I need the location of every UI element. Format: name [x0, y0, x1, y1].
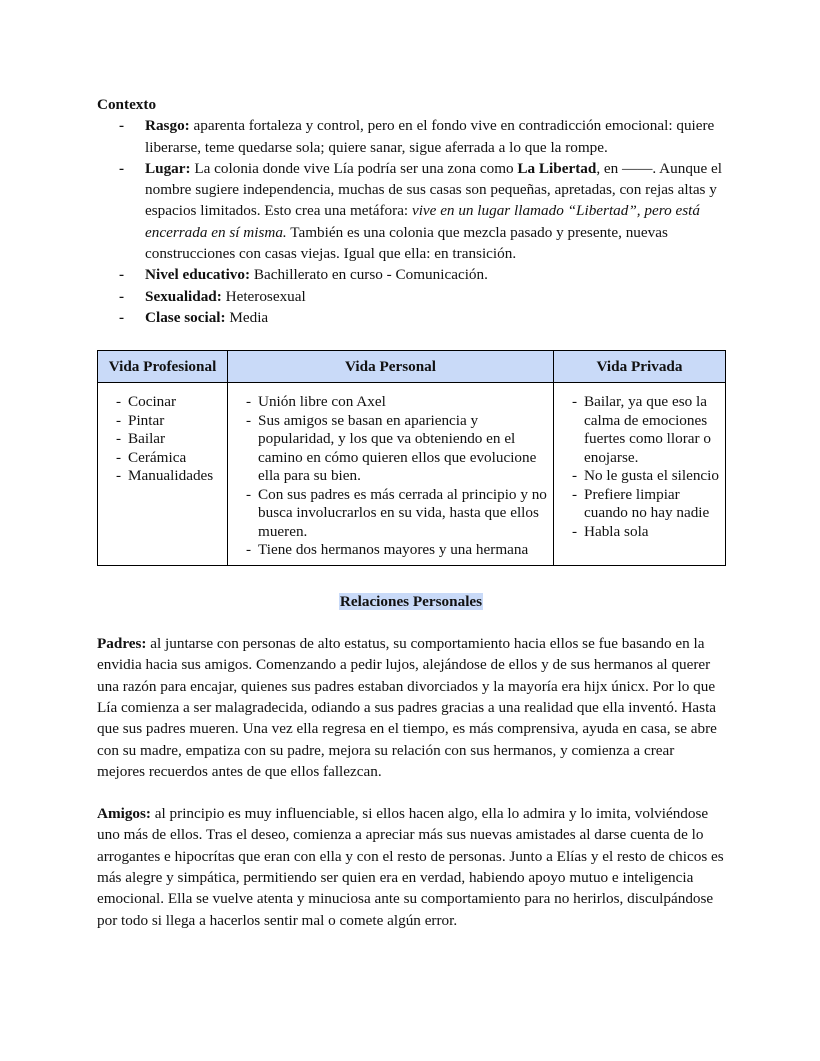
contexto-item-nivel-educativo: - Nivel educativo: Bachillerato en curso - Comunicación.: [97, 264, 725, 285]
header-vida-privada: Vida Privada: [554, 351, 726, 383]
list-item: - Cocinar: [116, 393, 177, 411]
header-vida-personal: Vida Personal: [228, 351, 554, 383]
list-item: - Pintar: [116, 411, 165, 429]
contexto-item-sexualidad: - Sexualidad: Heterosexual: [97, 286, 725, 307]
list-item: - Prefiere limpiar cuando no hay nadie: [572, 485, 710, 522]
padres-paragraph: Padres: al juntarse con personas de alto estatus, su comportamiento hacia ellos se fue basando en la envidia hacia sus amigos. Comenzando a pedir lujos, alejándose de ellos y de sus hermanos al querer una razón para encajar, quienes sus padres estaban divorciados y la mayoría era hijx únicx. Por lo que Lía comienza a ser malagradecida, odiando a sus padres gracias a una realidad que ella inventó. Hasta que sus padres mueren. Una vez ella regresa en el tiempo, es más comprensiva, ayuda en casa, se abre con su madre, empatiza con su padre, mejora su relación con sus hermanos, y comienza a crear mejores recuerdos antes de que ellos fallezcan.: [97, 635, 717, 780]
profesional-list: [104, 393, 221, 486]
list-item: - Bailar, ya que eso la calma de emociones fuertes como llorar o enojarse.: [572, 393, 711, 466]
list-item: - Sus amigos se basan en apariencia y popularidad, y los que va obteniendo en el camino en cómo quieren ellos que evolucione ella para su bien.: [246, 411, 537, 485]
personal-list: [234, 393, 547, 560]
list-item: - Cerámica: [116, 448, 187, 466]
life-table: [97, 350, 726, 566]
list-item: - Tiene dos hermanos mayores y una hermana: [246, 541, 529, 559]
list-item: - Manualidades: [116, 467, 214, 485]
amigos-paragraph: Amigos: al principio es muy influenciable, si ellos hacen algo, ella lo admira y lo imita, volviéndose uno más de ellos. Tras el deseo, comienza a apreciar más sus nuevas amistades al darse cuenta de lo arrogantes e hipocrítas que eran con ella y con el resto de personas. Junto a Elías y el resto de chicos es más alegre y simpática, permitiendo ser quien era en verdad, habiendo apoyo mutuo e inteligencia emocional. Ella se vuelve atenta y minuciosa ante su comportamiento para no herirlos, disculpándose por todo si llega a hacerlos sentir mal o comete algún error.: [97, 805, 724, 929]
dash-marker: -: [119, 159, 125, 177]
dash-marker: -: [119, 266, 125, 284]
contexto-item-rasgo: - Rasgo: aparenta fortaleza y control, pero en el fondo vive en contradicción emocional: quiere liberarse, teme quedarse sola; quiere sanar, sigue aferrada a lo que la rompe.: [119, 117, 715, 156]
table-row: [98, 383, 726, 566]
dash-marker: -: [119, 308, 125, 326]
contexto-item-clase-social: - Clase social: Media: [97, 307, 725, 328]
contexto-list: [97, 115, 725, 328]
list-item: - Bailar: [116, 430, 166, 448]
list-item: - Con sus padres es más cerrada al principio y no busca involucrarlos en su vida, hasta que ellos mueren.: [246, 485, 547, 540]
contexto-heading: Contexto: [97, 96, 157, 113]
list-item: - No le gusta el silencio: [572, 467, 719, 485]
dash-marker: -: [119, 117, 125, 135]
header-vida-profesional: Vida Profesional: [98, 351, 228, 383]
cell-vida-privada: [554, 383, 726, 566]
table-header-row: [98, 351, 726, 383]
document-page: [97, 94, 725, 931]
cell-vida-personal: [228, 383, 554, 566]
list-item: - Unión libre con Axel: [246, 393, 386, 411]
list-item: - Habla sola: [572, 522, 649, 540]
cell-vida-profesional: [98, 383, 228, 566]
privada-list: [560, 393, 719, 541]
dash-marker: -: [119, 287, 125, 305]
contexto-item-lugar: - Lugar: La colonia donde vive Lía podría ser una zona como La Libertad, en ——. Aunque el nombre sugiere independencia, muchas de sus casas son pequeñas, apretadas, con rejas altas y espacios limitados. Esto crea una metáfora: vive en un lugar llamado “Libertad”, pero está encerrada en sí misma. También es una colonia que mezcla pasado y presente, nuevas construcciones con casas viejas. Igual que ella: en transición.: [119, 159, 723, 263]
relaciones-title: Relaciones Personales: [339, 592, 483, 610]
